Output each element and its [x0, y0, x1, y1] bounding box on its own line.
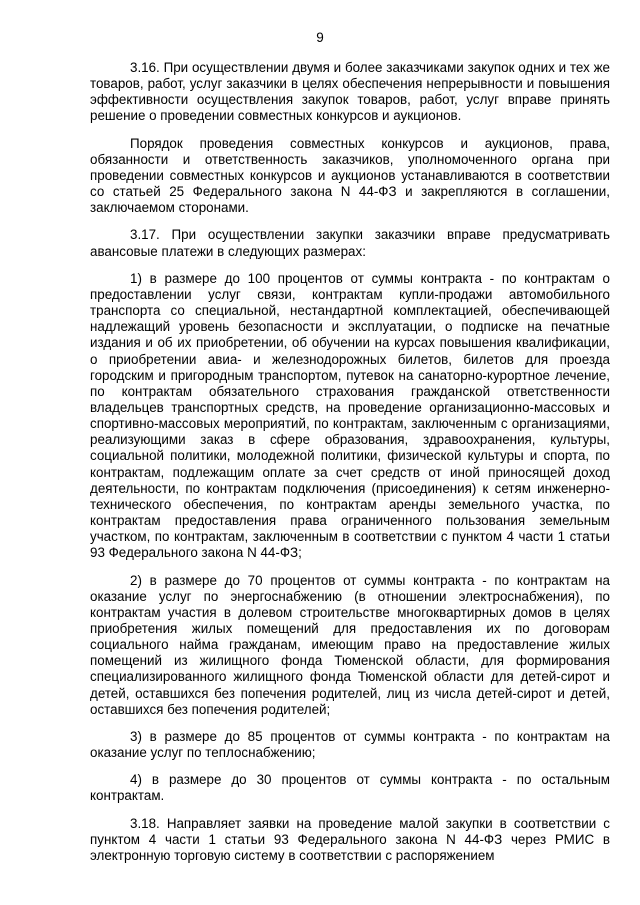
paragraph-3-17: 3.17. При осуществлении закупки заказчики вправе предусматривать авансовые платежи в следующих размерах:: [90, 227, 610, 259]
list-item-2: 2) в размере до 70 процентов от суммы контракта - по контрактам на оказание услуг по энергоснабжению (в отношении электроснабжения), по контрактам участия в долевом строительстве многоквартирных домов в целях приобретения жилых помещений для предоставления их по договорам социального найма гражданам, имеющим право на предоставление жилых помещений из жилищного фонда Тюменской области, для формирования специализированного жилищного фонда Тюменской области для детей-сирот и детей, оставшихся без попечения родителей, лиц из числа детей-сирот и детей, оставшихся без попечения родителей;: [90, 572, 610, 717]
list-item-3: 3) в размере до 85 процентов от суммы контракта - по контрактам на оказание услуг по теплоснабжению;: [90, 728, 610, 761]
list-item-1: 1) в размере до 100 процентов от суммы контракта - по контрактам о предоставлении услуг связи, контрактам купли-продажи автомобильного транспорта со специальной, нестандартной комплектацией, обеспечивающей надлежащий уровень безопасности и эксплуатации, о подписке на печатные издания и об их приобретении, об обучении на курсах повышения квалификации, о приобретении авиа- и железнодорожных билетов, билетов для проезда городским и пригородным транспортом, путевок на санаторно-курортное лечение, по контрактам обязательного страхования гражданской ответственности владельцев транспортных средств, на проведение организационно-массовых и спортивно-массовых мероприятий, по контрактам, заключенным с организациями, реализующими заказ в сфере образования, здравоохранения, культуры, социальной политики, молодежной политики, физической культуры и спорта, по контрактам, подлежащим оплате за счет средств от иной приносящей доход деятельности, по контрактам подключения (присоединения) к сетям инженерно-технического обеспечения, по контрактам аренды земельного участка, по контрактам предоставления права ограниченного пользования земельным участком, по контрактам, заключенным в соответствии с пунктом 4 части 1 статьи 93 Федерального закона N 44-ФЗ;: [90, 270, 610, 561]
paragraph-3-16: 3.16. При осуществлении двумя и более заказчиками закупок одних и тех же товаров, работ, услуг заказчики в целях обеспечения непрерывности и повышения эффективности осуществления закупок товаров, работ, услуг вправе принять решение о проведении совместных конкурсов и аукционов.: [90, 60, 610, 124]
document-body: [90, 60, 610, 864]
page-number: 9: [316, 30, 324, 45]
paragraph-3-18: 3.18. Направляет заявки на проведение малой закупки в соответствии с пунктом 4 части 1 статьи 93 Федерального закона N 44-ФЗ через РМИС в электронную торговую систему в соответствии с распоряжением: [90, 815, 610, 863]
list-item-4: 4) в размере до 30 процентов от суммы контракта - по остальным контрактам.: [90, 772, 610, 804]
paragraph-joint-procedure: Порядок проведения совместных конкурсов и аукционов, права, обязанности и ответственность заказчиков, уполномоченного органа при проведении совместных конкурсов и аукционов устанавливаются в соответствии со статьей 25 Федерального закона N 44-ФЗ и закрепляются в соглашении, заключаемом сторонами.: [90, 135, 610, 216]
